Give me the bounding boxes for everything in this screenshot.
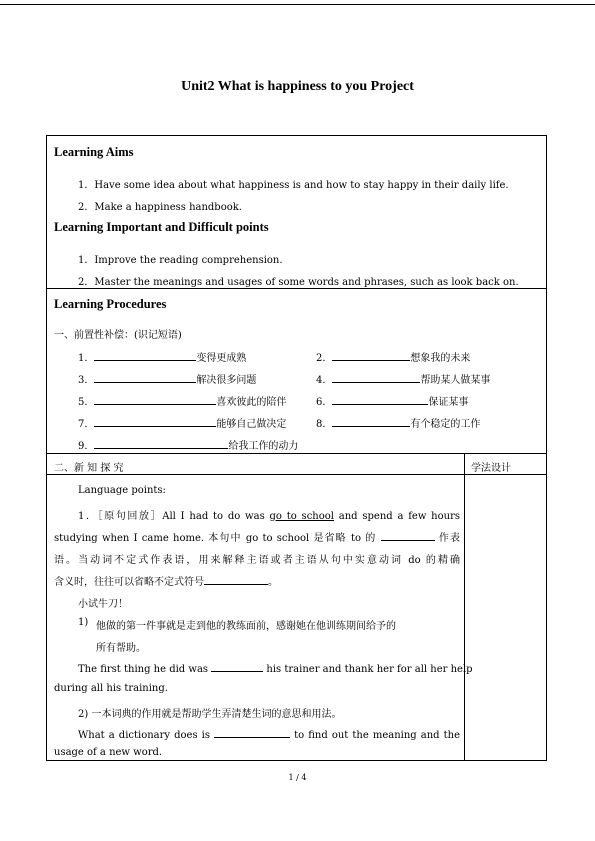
phrase-item: 9． 给我工作的动力 [78, 437, 298, 452]
points-item: 1．Improve the reading comprehension. [78, 255, 283, 266]
procedures-heading: Learning Procedures [54, 297, 167, 311]
phrase-item: 6． 保证某事 [316, 393, 468, 408]
aims-item: 2．Make a happiness handbook. [78, 202, 242, 213]
points-item: 2．Master the meanings and usages of some words and phrases, such as look back on. [78, 277, 519, 288]
question-number: 1) [78, 617, 89, 628]
phrase-item: 8． 有个稳定的工作 [316, 415, 480, 430]
practice-label: 小试牛刀！ [78, 599, 128, 610]
exercise-sentence: during all his training. [54, 683, 168, 694]
method-design-heading: 学法设计 [471, 463, 511, 474]
page-title: Unit2 What is happiness to you Project [181, 79, 414, 94]
question-text: 他做的第一件事就是走到他的教练面前，感谢她在他训练期间给予的 [96, 621, 396, 632]
explanation-line: studying when I came home. 本句中 go to school 是省略 to 的 作表 [54, 529, 460, 544]
language-points-label: Language points: [78, 485, 166, 496]
explanation-line: 含义时，往往可以省略不定式符号 。 [54, 573, 278, 588]
column-divider [464, 453, 465, 761]
row-divider [46, 474, 547, 475]
points-heading: Learning Important and Difficult points [54, 220, 269, 234]
sentence-review: 1．［原句回放］All I had to do was go to school and spend a few hours [78, 511, 460, 522]
question-text: 所有帮助。 [96, 643, 146, 654]
exercise-sentence: The first thing he did was his trainer and thank her for all her help [78, 661, 460, 675]
row-divider [46, 288, 547, 289]
phrase-item: 1． 变得更成熟 [78, 349, 246, 364]
row-divider [46, 453, 547, 454]
phrase-item: 5． 喜欢彼此的陪伴 [78, 393, 286, 408]
pre-section-title: 一、前置性补偿：(识记短语) [54, 330, 182, 341]
aims-heading: Learning Aims [54, 145, 134, 159]
aims-item: 1．Have some idea about what happiness is and how to stay happy in their daily life. [78, 180, 509, 191]
phrase-item: 7． 能够自己做决定 [78, 415, 286, 430]
exercise-sentence: What a dictionary does is to find out the meaning and the [78, 727, 460, 741]
phrase-item: 4． 帮助某人做某事 [316, 371, 490, 386]
phrase-item: 3． 解决很多问题 [78, 371, 256, 386]
question-text: 2) 一本词典的作用就是帮助学生弄清楚生词的意思和用法。 [78, 709, 342, 720]
exercise-sentence: usage of a new word. [54, 747, 163, 758]
phrase-item: 2． 想象我的未来 [316, 349, 470, 364]
top-rule [0, 4, 595, 5]
new-knowledge-heading: 二、新 知 探 究 [54, 463, 124, 474]
explanation-line: 语。当动词不定式作表语，用来解释主语或者主语从句中实意动词 do 的精确 [54, 555, 460, 566]
page-number: 1 / 4 [288, 773, 307, 782]
